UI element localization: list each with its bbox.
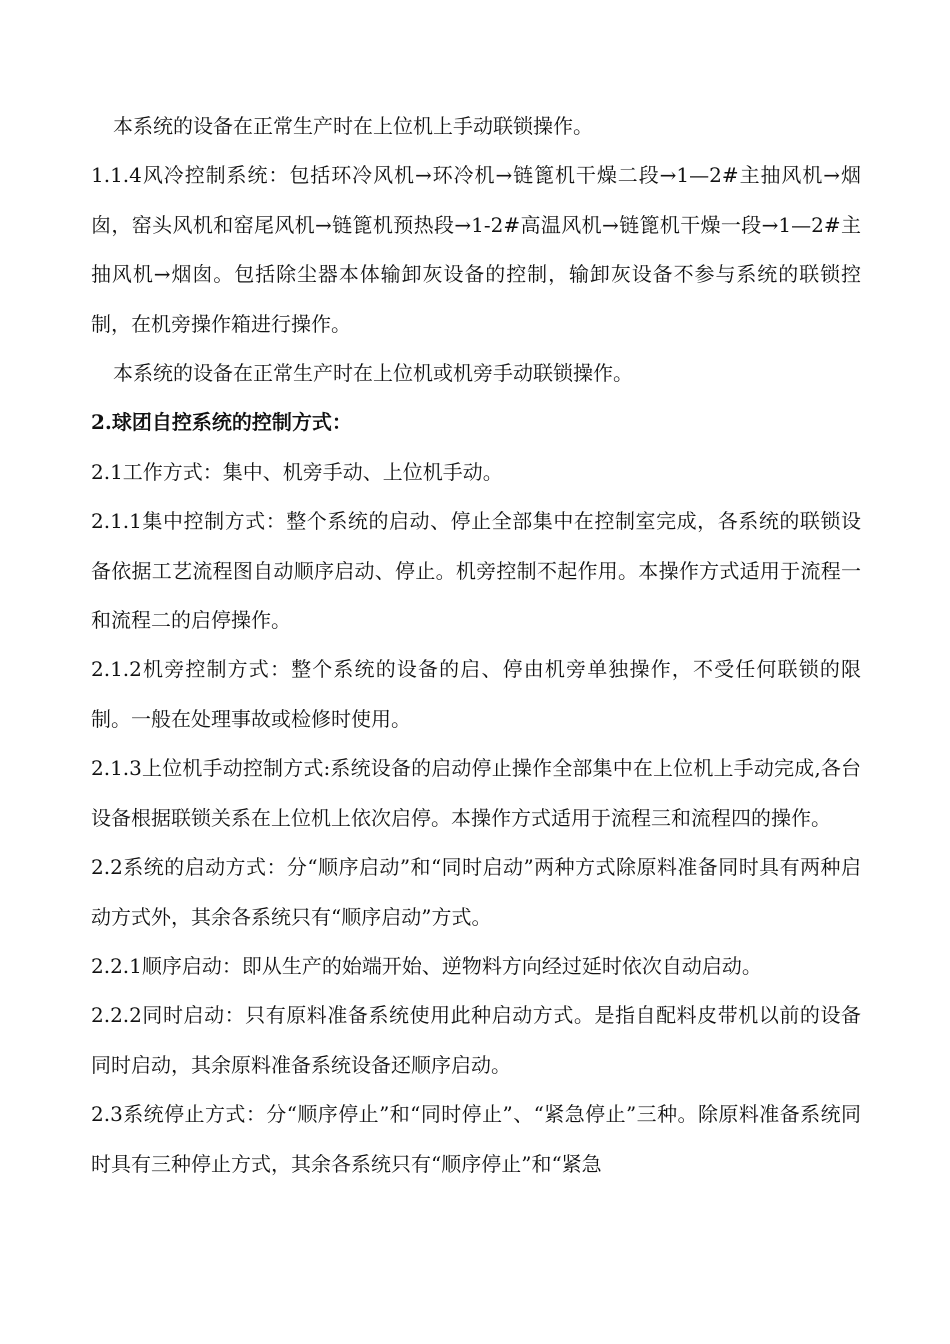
paragraph-startup-modes: 2.2系统的启动方式：分“顺序启动”和“同时启动”两种方式除原料准备同时具有两种启动方式外，其余各系统只有“顺序启动”方式。: [91, 855, 861, 929]
paragraph-simultaneous-start: 2.2.2同时启动：只有原料准备系统使用此种启动方式。是指自配料皮带机以前的设备同时启动，其余原料准备系统设备还顺序启动。: [91, 1003, 861, 1077]
paragraph-working-modes: 2.1工作方式：集中、机旁手动、上位机手动。: [91, 459, 503, 484]
paragraph-sequential-start: 2.2.1顺序启动：即从生产的始端开始、逆物料方向经过延时依次自动启动。: [91, 953, 762, 978]
document-body: [91, 102, 861, 1189]
paragraph-local-control: 2.1.2机旁控制方式：整个系统的设备的启、停由机旁单独操作，不受任何联锁的限制。一般在处理事故或检修时使用。: [91, 657, 861, 731]
paragraph-upper-computer-manual-control: 2.1.3上位机手动控制方式:系统设备的启动停止操作全部集中在上位机上手动完成,各台设备根据联锁关系在上位机上依次启停。本操作方式适用于流程三和流程四的操作。: [91, 756, 861, 830]
section-heading-control-modes: 2.球团自控系统的控制方式：: [91, 410, 352, 435]
paragraph-centralized-control: 2.1.1集中控制方式：整个系统的启动、停止全部集中在控制室完成，各系统的联锁设备依据工艺流程图自动顺序启动、停止。机旁控制不起作用。本操作方式适用于流程一和流程二的启停操作。: [91, 509, 861, 633]
paragraph-upper-computer-operation-1: 本系统的设备在正常生产时在上位机上手动联锁操作。: [113, 114, 593, 138]
paragraph-stop-modes: 2.3系统停止方式：分“顺序停止”和“同时停止”、“紧急停止”三种。除原料准备系统同时具有三种停止方式，其余各系统只有“顺序停止”和“紧急: [91, 1102, 861, 1176]
paragraph-upper-computer-operation-2: 本系统的设备在正常生产时在上位机或机旁手动联锁操作。: [113, 361, 633, 386]
paragraph-air-cooling-control-system: 1.1.4风冷控制系统：包括环冷风机→环冷机→链篦机干燥二段→1—2#主抽风机→烟囱，窑头风机和窑尾风机→链篦机预热段→1-2#高温风机→链篦机干燥一段→1—2#主抽风机→烟囱。包括除尘器本体输卸灰设备的控制，输卸灰设备不参与系统的联锁控制，在机旁操作箱进行操作。: [91, 163, 861, 336]
